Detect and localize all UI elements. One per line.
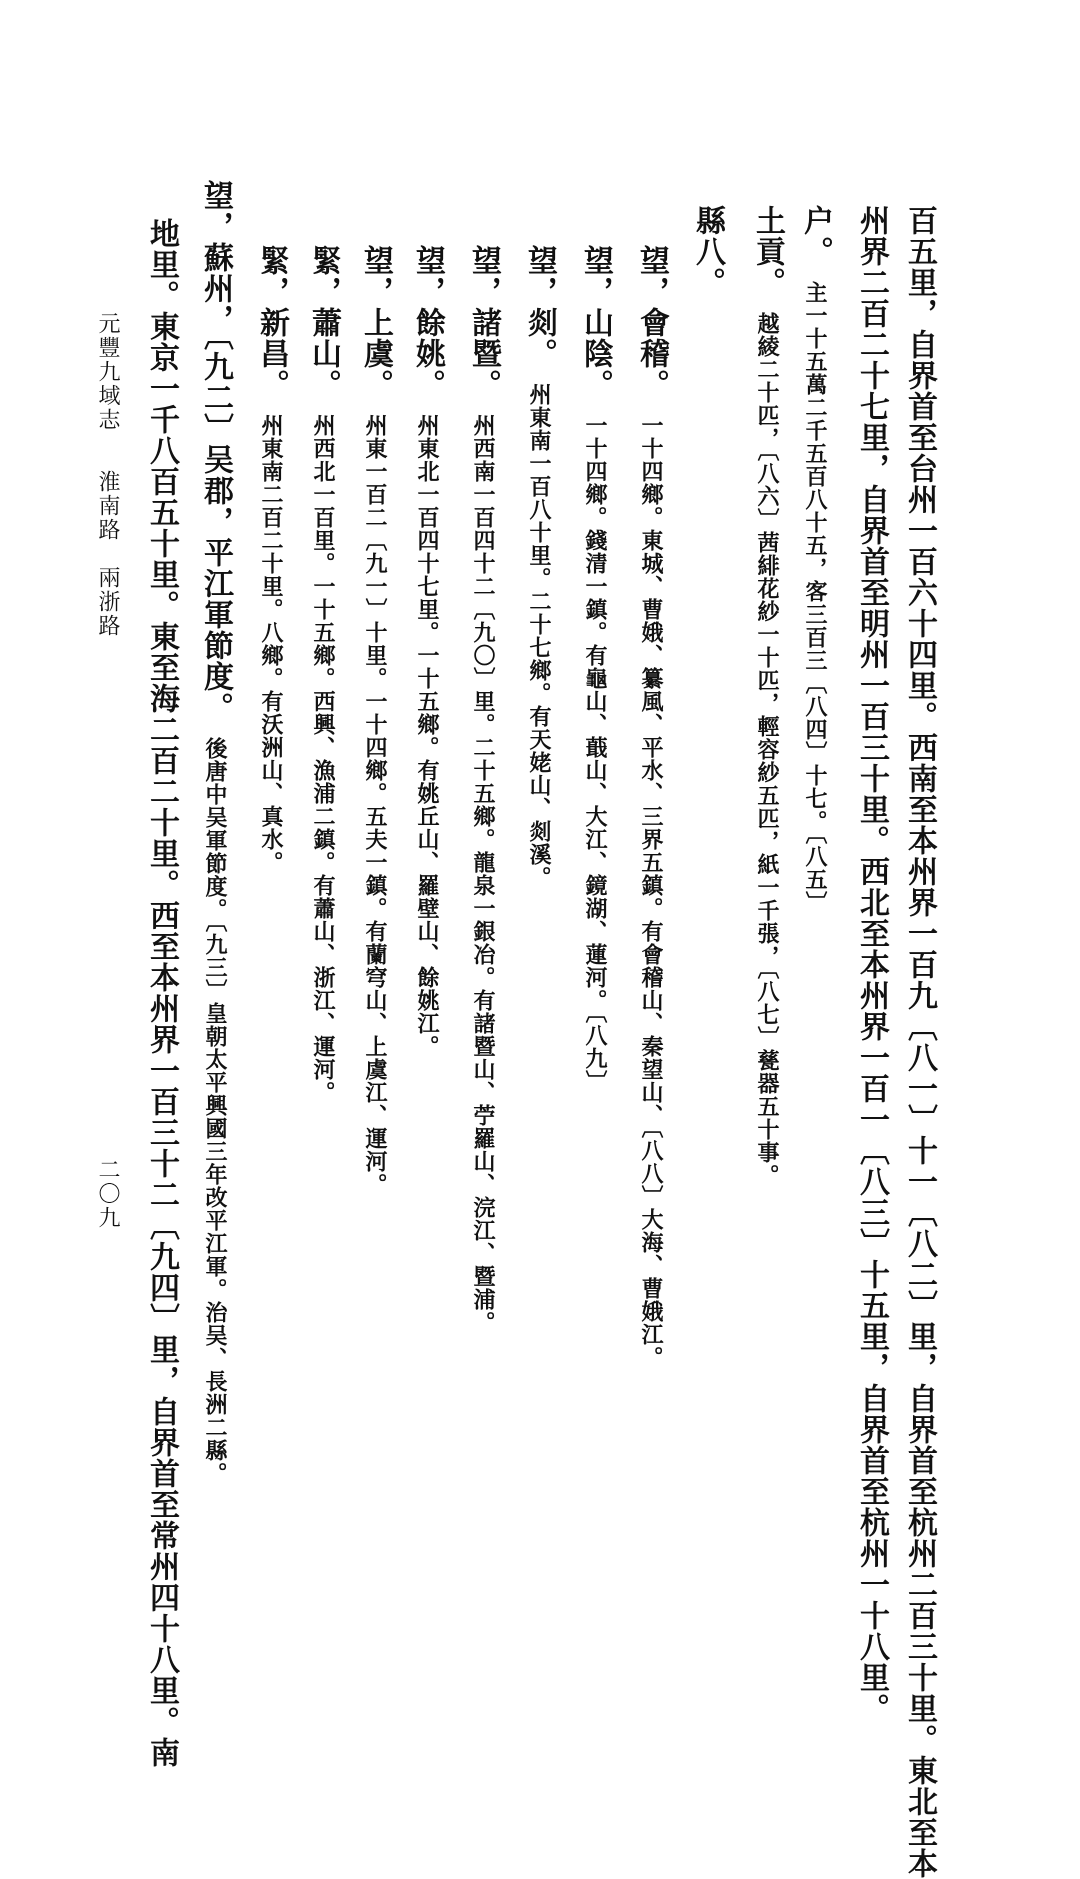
running-title <box>92 312 123 432</box>
column-heading: 縣八。 <box>690 205 725 298</box>
text-column-14 <box>198 180 233 1485</box>
page-number <box>92 1158 123 1230</box>
column-heading: 望，會稽。 <box>634 245 669 400</box>
text-column-6 <box>634 245 669 1369</box>
column-note: 州西北一百里。一十五鄉。西興、漁浦二鎮。有蕭山、浙江、運河。 <box>310 414 336 1104</box>
text-column-3 <box>798 205 833 914</box>
column-note: 主一十五萬二千五百八十五，客三百三〔八四〕十七。〔八五〕 <box>802 281 828 914</box>
column-note: 一十四鄉。錢清一鎮。有龜山、蕺山、大江、鏡湖、蓮河。〔八九〕 <box>582 414 608 1093</box>
running-section <box>92 470 123 638</box>
column-note: 越綾二十匹，〔八六〕茜緋花紗一十匹，輕容紗五匹，紙一千張，〔八七〕甆器五十事。 <box>754 312 780 1187</box>
column-note: 州西南一百四十二〔九〇〕里。二十五鄉。龍泉一銀冶。有諸暨山、苧羅山、浣江、暨浦。 <box>470 414 496 1334</box>
text-column-5 <box>690 205 725 298</box>
page-number-text: 二〇九 <box>95 1158 120 1230</box>
column-note: 後唐中吴軍節度。〔九三〕皇朝太平興國三年改平江軍。治吴、長洲二縣。 <box>202 737 228 1485</box>
column-text: 地里。東京一千八百五十里。東至海二百二十里。西至本州界一百三十二〔九四〕里，自界首至常州四十八里。南 <box>144 218 179 1768</box>
column-note: 一十四鄉。東城、曹娥、纂風、平水、三界五鎮。有會稽山、秦望山、〔八八〕大海、曹娥江。 <box>638 414 664 1369</box>
column-heading: 望，上虞。 <box>358 245 393 400</box>
text-column-12 <box>306 245 341 1104</box>
column-heading: 望，餘姚。 <box>410 245 445 400</box>
column-heading: 望，蘇州，〔九二〕吴郡，平江軍節度。 <box>198 180 233 723</box>
column-text: 百五里，自界首至台州一百六十四里。西南至本州界一百九〔八一〕十一〔八二〕里，自界首至杭州二百三十里。東北至本 <box>902 205 937 1879</box>
column-heading: 土貢。 <box>750 205 785 298</box>
text-column-13 <box>254 245 289 874</box>
text-column-9 <box>466 245 501 1334</box>
column-heading: 望，諸暨。 <box>466 245 501 400</box>
column-heading: 望，剡。 <box>522 245 557 369</box>
text-column-1 <box>902 205 937 1879</box>
text-column-2 <box>854 205 889 1724</box>
book-title: 元豐九域志 <box>95 312 120 432</box>
section-title: 淮南路 兩浙路 <box>95 470 120 638</box>
column-heading: 望，山陰。 <box>578 245 613 400</box>
text-column-7 <box>578 245 613 1093</box>
column-heading: 户。 <box>798 205 833 267</box>
text-column-8 <box>522 245 557 889</box>
column-text: 州界二百二十七里，自界首至明州一百三十里。西北至本州界一百一〔八三〕十五里，自界首至杭州一十八里。 <box>854 205 889 1724</box>
text-column-4 <box>750 205 785 1187</box>
column-note: 州東一百二〔九一〕十里。一十四鄉。五夫一鎮。有蘭穹山、上虞江、運河。 <box>362 414 388 1196</box>
column-note: 州東北一百四十七里。一十五鄉。有姚丘山、羅壁山、餘姚江。 <box>414 414 440 1058</box>
column-note: 州東南二百二十里。八鄉。有沃洲山、真水。 <box>258 414 284 874</box>
column-note: 州東南一百八十里。二十七鄉。有天姥山、剡溪。 <box>526 383 552 889</box>
text-column-10 <box>410 245 445 1058</box>
text-column-11 <box>358 245 393 1196</box>
column-heading: 緊，新昌。 <box>254 245 289 400</box>
text-column-15 <box>144 218 179 1768</box>
column-heading: 緊，蕭山。 <box>306 245 341 400</box>
